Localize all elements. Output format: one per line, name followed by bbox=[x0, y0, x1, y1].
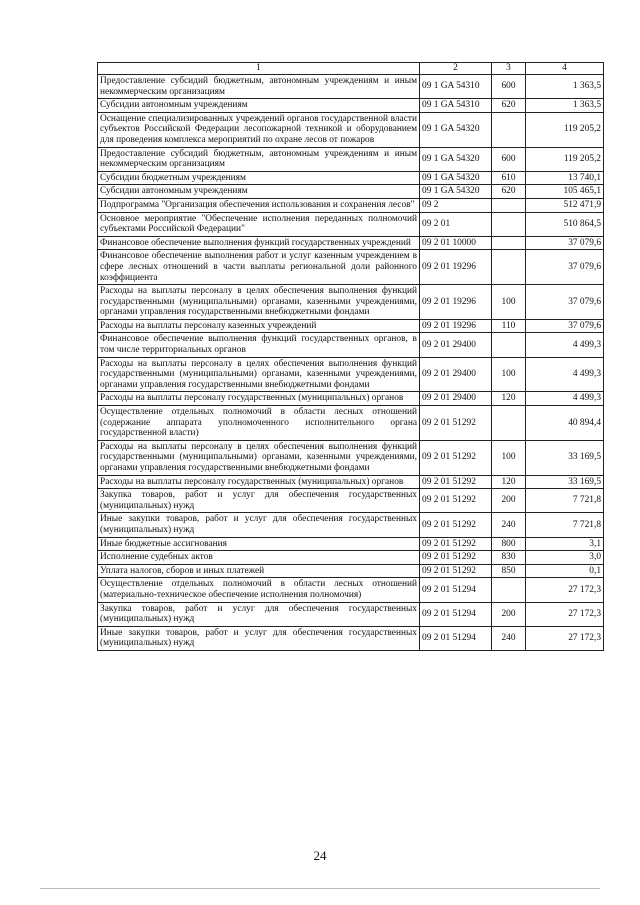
row-expense-type-cell bbox=[492, 236, 526, 250]
row-name-cell: Субсидии автономным учреждениям bbox=[98, 99, 420, 113]
row-amount-cell: 7 721,8 bbox=[526, 513, 604, 537]
row-expense-type-cell: 240 bbox=[492, 513, 526, 537]
row-expense-type-cell: 100 bbox=[492, 440, 526, 475]
row-expense-type-cell: 620 bbox=[492, 185, 526, 199]
table-row bbox=[98, 406, 604, 441]
row-amount-cell: 1 363,5 bbox=[526, 99, 604, 113]
row-amount-cell: 510 864,5 bbox=[526, 212, 604, 236]
row-expense-type-cell bbox=[492, 198, 526, 212]
page-bottom-rule bbox=[40, 888, 600, 889]
table-row bbox=[98, 75, 604, 99]
row-expense-type-cell: 120 bbox=[492, 475, 526, 489]
row-name-cell: Расходы на выплаты персоналу в целях обеспечения выполнения функций государственными (муниципальными) органами, казенными учреждениями, органами управления государственными внебюджетными фондами bbox=[98, 357, 420, 392]
row-amount-cell: 27 172,3 bbox=[526, 602, 604, 626]
row-expense-type-cell bbox=[492, 112, 526, 147]
row-code-cell: 09 2 01 51292 bbox=[420, 564, 492, 578]
row-name-cell: Расходы на выплаты персоналу в целях обеспечения выполнения функций государственными (муниципальными) органами, казенными учреждениями, органами управления государственными внебюджетными фондами bbox=[98, 440, 420, 475]
row-expense-type-cell bbox=[492, 212, 526, 236]
row-amount-cell: 512 471,9 bbox=[526, 198, 604, 212]
row-amount-cell: 1 363,5 bbox=[526, 75, 604, 99]
table-row bbox=[98, 285, 604, 320]
table-row bbox=[98, 551, 604, 565]
header-col-1: 1 bbox=[98, 63, 420, 75]
row-amount-cell: 3,0 bbox=[526, 551, 604, 565]
row-code-cell: 09 2 01 51292 bbox=[420, 440, 492, 475]
row-amount-cell: 119 205,2 bbox=[526, 147, 604, 171]
row-expense-type-cell: 600 bbox=[492, 147, 526, 171]
row-amount-cell: 3,1 bbox=[526, 537, 604, 551]
row-name-cell: Финансовое обеспечение выполнения функций государственных учреждений bbox=[98, 236, 420, 250]
table-header-row bbox=[98, 63, 604, 75]
row-amount-cell: 33 169,5 bbox=[526, 440, 604, 475]
row-code-cell: 09 1 GA 54320 bbox=[420, 185, 492, 199]
row-name-cell: Уплата налогов, сборов и иных платежей bbox=[98, 564, 420, 578]
row-code-cell: 09 2 01 51292 bbox=[420, 537, 492, 551]
row-name-cell: Финансовое обеспечение выполнения работ и услуг казенным учреждением в сфере лесных отношений в части выплаты региональной доли районного коэффициента bbox=[98, 250, 420, 285]
row-name-cell: Расходы на выплаты персоналу государственных (муниципальных) органов bbox=[98, 475, 420, 489]
row-amount-cell: 37 079,6 bbox=[526, 250, 604, 285]
table-row bbox=[98, 626, 604, 650]
row-amount-cell: 105 465,1 bbox=[526, 185, 604, 199]
table-row bbox=[98, 333, 604, 357]
row-amount-cell: 37 079,6 bbox=[526, 285, 604, 320]
row-expense-type-cell bbox=[492, 406, 526, 441]
row-code-cell: 09 1 GA 54320 bbox=[420, 171, 492, 185]
row-expense-type-cell: 600 bbox=[492, 75, 526, 99]
table-row bbox=[98, 440, 604, 475]
row-code-cell: 09 2 01 19296 bbox=[420, 319, 492, 333]
row-name-cell: Предоставление субсидий бюджетным, автономным учреждениям и иным некоммерческим организациям bbox=[98, 75, 420, 99]
header-col-2: 2 bbox=[420, 63, 492, 75]
table-row bbox=[98, 198, 604, 212]
row-amount-cell: 4 499,3 bbox=[526, 333, 604, 357]
row-code-cell: 09 2 01 51294 bbox=[420, 602, 492, 626]
row-expense-type-cell: 240 bbox=[492, 626, 526, 650]
row-expense-type-cell: 110 bbox=[492, 319, 526, 333]
row-name-cell: Расходы на выплаты персоналу казенных учреждений bbox=[98, 319, 420, 333]
row-code-cell: 09 2 01 51292 bbox=[420, 513, 492, 537]
row-amount-cell: 27 172,3 bbox=[526, 626, 604, 650]
table-row bbox=[98, 112, 604, 147]
row-name-cell: Подпрограмма "Организация обеспечения использования и сохранения лесов" bbox=[98, 198, 420, 212]
table-row bbox=[98, 250, 604, 285]
row-expense-type-cell: 830 bbox=[492, 551, 526, 565]
table-row bbox=[98, 602, 604, 626]
row-amount-cell: 27 172,3 bbox=[526, 578, 604, 602]
row-amount-cell: 37 079,6 bbox=[526, 236, 604, 250]
row-expense-type-cell: 100 bbox=[492, 357, 526, 392]
row-amount-cell: 4 499,3 bbox=[526, 392, 604, 406]
row-expense-type-cell: 610 bbox=[492, 171, 526, 185]
row-name-cell: Закупка товаров, работ и услуг для обеспечения государственных (муниципальных) нужд bbox=[98, 602, 420, 626]
row-code-cell: 09 2 01 10000 bbox=[420, 236, 492, 250]
row-code-cell: 09 2 01 29400 bbox=[420, 333, 492, 357]
row-amount-cell: 7 721,8 bbox=[526, 489, 604, 513]
row-name-cell: Оснащение специализированных учреждений органов государственной власти субъектов Российской Федерации лесопожарной техникой и оборудованием для проведения комплекса мероприятий по охране лесов от пожаров bbox=[98, 112, 420, 147]
row-name-cell: Иные бюджетные ассигнования bbox=[98, 537, 420, 551]
table-row bbox=[98, 537, 604, 551]
row-code-cell: 09 2 01 51292 bbox=[420, 489, 492, 513]
row-name-cell: Финансовое обеспечение выполнения функций государственных органов, в том числе территориальных органов bbox=[98, 333, 420, 357]
row-name-cell: Закупка товаров, работ и услуг для обеспечения государственных (муниципальных) нужд bbox=[98, 489, 420, 513]
table-row bbox=[98, 236, 604, 250]
page-number: 24 bbox=[313, 848, 327, 863]
table-row bbox=[98, 185, 604, 199]
table-row bbox=[98, 357, 604, 392]
row-name-cell: Расходы на выплаты персоналу государственных (муниципальных) органов bbox=[98, 392, 420, 406]
row-name-cell: Иные закупки товаров, работ и услуг для обеспечения государственных (муниципальных) нужд bbox=[98, 513, 420, 537]
header-col-4: 4 bbox=[526, 63, 604, 75]
row-code-cell: 09 1 GA 54320 bbox=[420, 112, 492, 147]
row-amount-cell: 119 205,2 bbox=[526, 112, 604, 147]
row-name-cell: Предоставление субсидий бюджетным, автономным учреждениям и иным некоммерческим организациям bbox=[98, 147, 420, 171]
row-name-cell: Расходы на выплаты персоналу в целях обеспечения выполнения функций государственными (муниципальными) органами, казенными учреждениями, органами управления государственными внебюджетными фондами bbox=[98, 285, 420, 320]
row-code-cell: 09 2 01 51294 bbox=[420, 578, 492, 602]
row-code-cell: 09 2 01 51292 bbox=[420, 406, 492, 441]
row-name-cell: Осуществление отдельных полномочий в области лесных отношений (материально-техническое обеспечение исполнения полномочия) bbox=[98, 578, 420, 602]
row-name-cell: Основное мероприятие "Обеспечение исполнения переданных полномочий субъектами Российской Федерации" bbox=[98, 212, 420, 236]
table-row bbox=[98, 212, 604, 236]
row-code-cell: 09 2 01 51292 bbox=[420, 475, 492, 489]
table-row bbox=[98, 564, 604, 578]
row-expense-type-cell bbox=[492, 333, 526, 357]
row-code-cell: 09 2 01 51292 bbox=[420, 551, 492, 565]
row-expense-type-cell: 200 bbox=[492, 489, 526, 513]
row-name-cell: Исполнение судебных актов bbox=[98, 551, 420, 565]
table-row bbox=[98, 513, 604, 537]
row-expense-type-cell: 800 bbox=[492, 537, 526, 551]
table-row bbox=[98, 99, 604, 113]
row-code-cell: 09 1 GA 54310 bbox=[420, 75, 492, 99]
row-expense-type-cell bbox=[492, 250, 526, 285]
row-expense-type-cell bbox=[492, 578, 526, 602]
row-code-cell: 09 2 bbox=[420, 198, 492, 212]
row-expense-type-cell: 100 bbox=[492, 285, 526, 320]
header-col-3: 3 bbox=[492, 63, 526, 75]
row-amount-cell: 13 740,1 bbox=[526, 171, 604, 185]
table-row bbox=[98, 171, 604, 185]
table-row bbox=[98, 147, 604, 171]
row-name-cell: Субсидии автономным учреждениям bbox=[98, 185, 420, 199]
row-amount-cell: 33 169,5 bbox=[526, 475, 604, 489]
row-code-cell: 09 2 01 29400 bbox=[420, 392, 492, 406]
row-name-cell: Иные закупки товаров, работ и услуг для обеспечения государственных (муниципальных) нужд bbox=[98, 626, 420, 650]
row-code-cell: 09 2 01 19296 bbox=[420, 250, 492, 285]
row-code-cell: 09 1 GA 54310 bbox=[420, 99, 492, 113]
table-body bbox=[98, 75, 604, 651]
row-name-cell: Осуществление отдельных полномочий в области лесных отношений (содержание аппарата уполномоченного исполнительного органа государственной власти) bbox=[98, 406, 420, 441]
row-expense-type-cell: 200 bbox=[492, 602, 526, 626]
row-code-cell: 09 2 01 51294 bbox=[420, 626, 492, 650]
row-expense-type-cell: 620 bbox=[492, 99, 526, 113]
row-code-cell: 09 2 01 bbox=[420, 212, 492, 236]
row-code-cell: 09 2 01 29400 bbox=[420, 357, 492, 392]
budget-table bbox=[97, 62, 604, 651]
row-expense-type-cell: 850 bbox=[492, 564, 526, 578]
table-row bbox=[98, 489, 604, 513]
row-code-cell: 09 1 GA 54320 bbox=[420, 147, 492, 171]
table-row bbox=[98, 578, 604, 602]
row-expense-type-cell: 120 bbox=[492, 392, 526, 406]
row-amount-cell: 37 079,6 bbox=[526, 319, 604, 333]
row-code-cell: 09 2 01 19296 bbox=[420, 285, 492, 320]
table-row bbox=[98, 392, 604, 406]
row-amount-cell: 4 499,3 bbox=[526, 357, 604, 392]
table-row bbox=[98, 319, 604, 333]
row-name-cell: Субсидии бюджетным учреждениям bbox=[98, 171, 420, 185]
row-amount-cell: 40 894,4 bbox=[526, 406, 604, 441]
row-amount-cell: 0,1 bbox=[526, 564, 604, 578]
table-row bbox=[98, 475, 604, 489]
